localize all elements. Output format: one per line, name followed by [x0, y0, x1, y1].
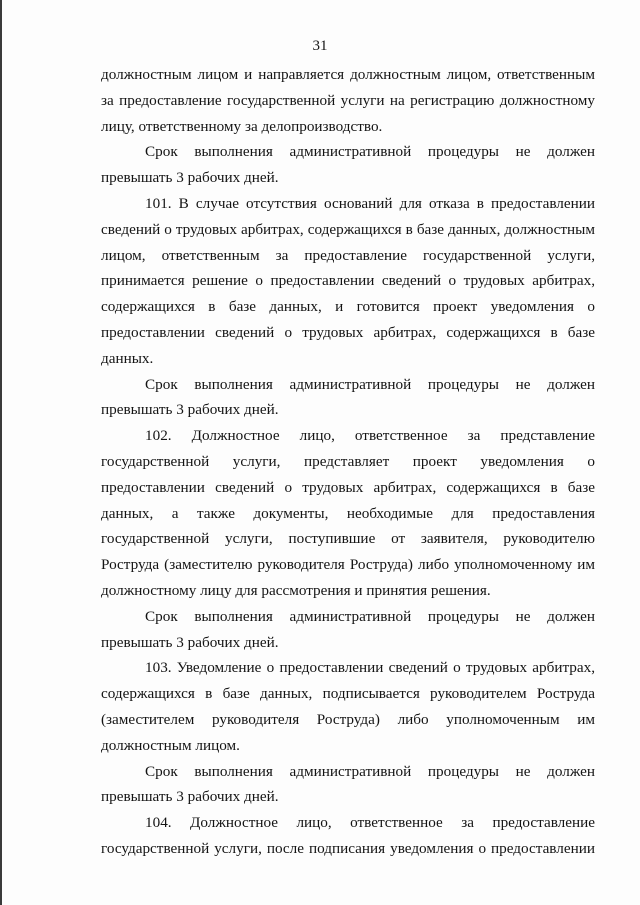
paragraph-continuation: должностным лицом и направляется должностным лицом, ответственным за предоставление государственной услуги на регистрацию должностному лицу, ответственному за делопроизводство. [101, 66, 595, 135]
paragraph-102: 102. Должностное лицо, ответственное за представление государственной услуги, представляет проект уведомления о предоставлении сведений о трудовых арбитрах, содержащихся в базе данных, а также документы, необходимые для предоставления государственной услуги, поступившие от заявителя, руководителю Роструда (заместителю руководителя Роструда) либо уполномоченному им должностному лицу для рассмотрения и принятия решения. [101, 427, 595, 599]
paragraph-deadline: Срок выполнения административной процедуры не должен превышать 3 рабочих дней. [101, 375, 595, 419]
paragraph-101: 101. В случае отсутствия оснований для отказа в предоставлении сведений о трудовых арбитрах, содержащихся в базе данных, должностным лицом, ответственным за предоставление государственной услуги, принимается решение о предоставлении сведений о трудовых арбитрах, содержащихся в базе данных, и готовится проект уведомления о предоставлении сведений о трудовых арбитрах, содержащихся в базе данных. [101, 194, 595, 367]
paragraph-deadline: Срок выполнения административной процедуры не должен превышать 3 рабочих дней. [101, 143, 595, 187]
paragraph-103: 103. Уведомление о предоставлении сведений о трудовых арбитрах, содержащихся в базе данных, подписывается руководителем Роструда (заместителем руководителя Роструда) либо уполномоченным им должностным лицом. [101, 659, 595, 754]
paragraph-deadline: Срок выполнения административной процедуры не должен превышать 3 рабочих дней. [101, 762, 595, 806]
paragraph-104: 104. Должностное лицо, ответственное за предоставление государственной услуги, после подписания уведомления о предоставлении [101, 814, 595, 857]
scan-edge [0, 0, 2, 905]
paragraph-deadline: Срок выполнения административной процедуры не должен превышать 3 рабочих дней. [101, 607, 595, 651]
document-body [101, 62, 595, 862]
page-number: 31 [312, 38, 328, 54]
